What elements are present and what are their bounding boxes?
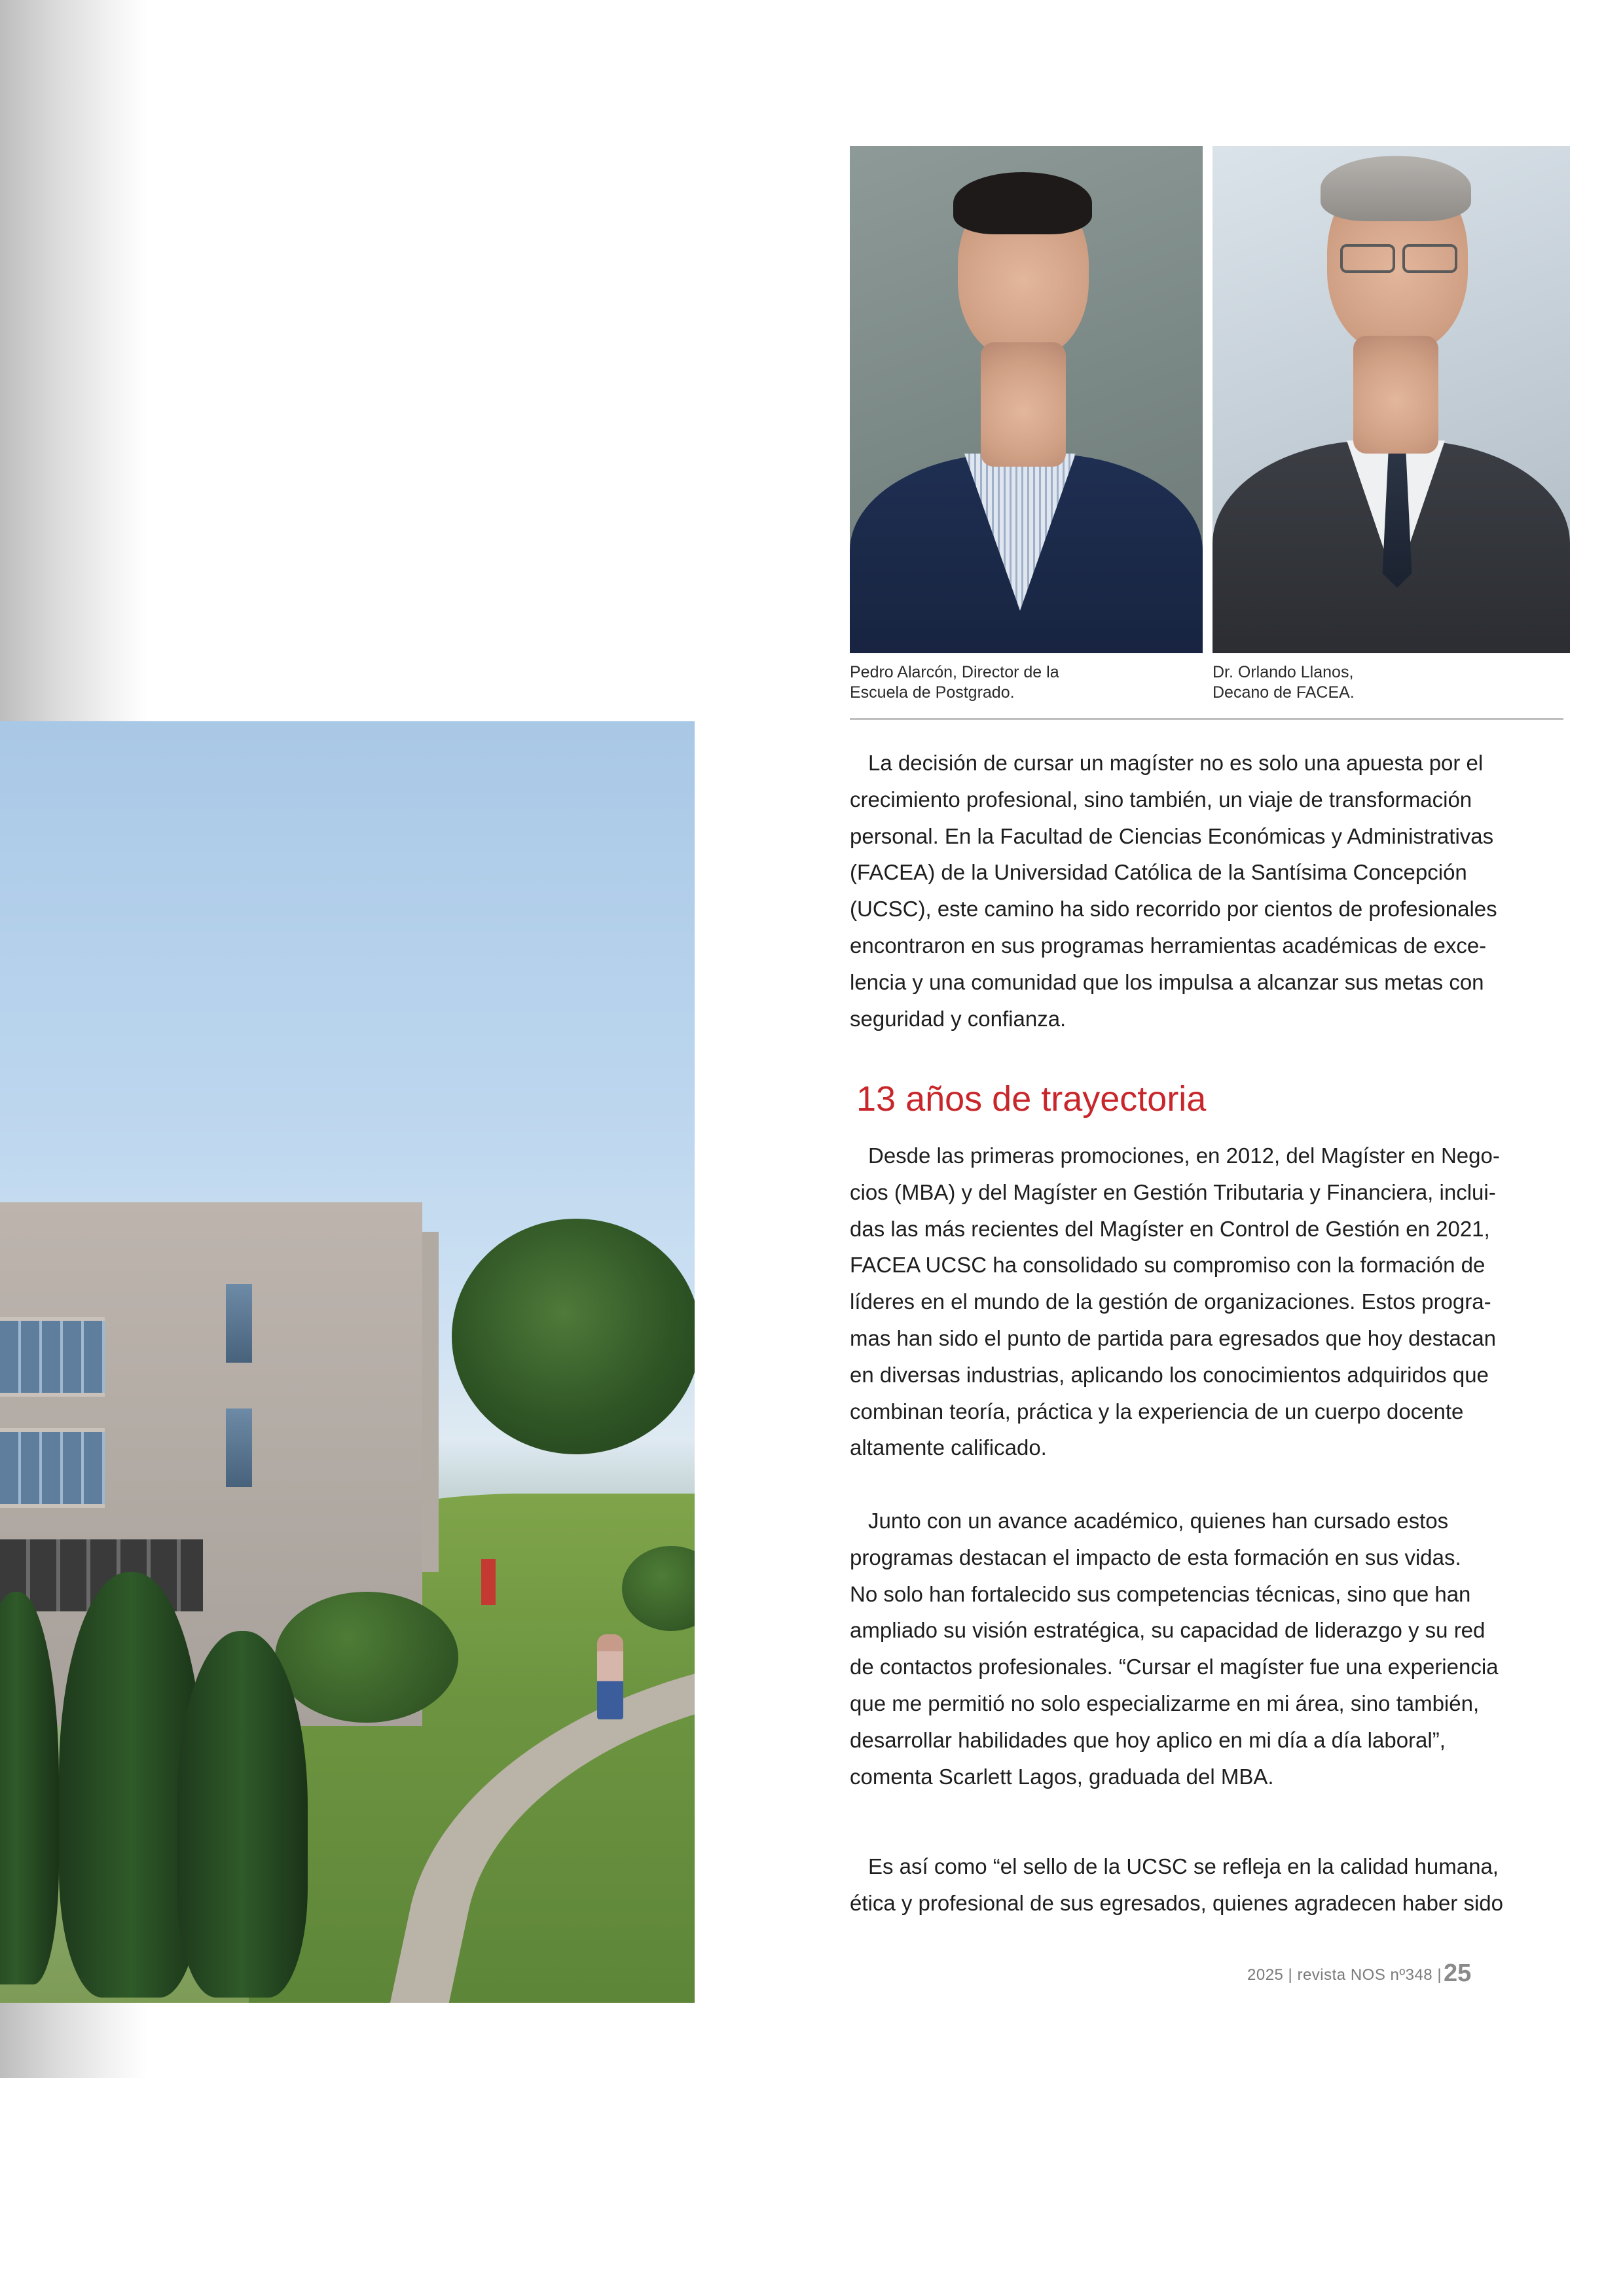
photo-bush — [275, 1592, 458, 1723]
paragraph-impact — [850, 1503, 1499, 1795]
text-line: (FACEA) de la Universidad Católica de la Santísima Concepción — [850, 860, 1467, 885]
portrait-hair — [953, 172, 1092, 234]
text-line: altamente calificado. — [850, 1435, 1047, 1460]
photo-building-side — [422, 1232, 439, 1572]
issue-label: 2025 | revista NOS nº348 | — [1247, 1966, 1442, 1984]
text-line: No solo han fortalecido sus competencias técnicas, sino que han — [850, 1581, 1471, 1606]
portrait-neck — [1353, 336, 1438, 454]
photo-window-band — [0, 1317, 105, 1397]
photo-window — [226, 1284, 252, 1363]
text-line: La decisión de cursar un magíster no es solo una apuesta por el — [868, 751, 1484, 775]
page-footer — [1247, 1960, 1476, 1991]
portrait-pedro-alarcon — [850, 146, 1203, 653]
text-line: seguridad y confianza. — [850, 1006, 1067, 1031]
text-line: das las más recientes del Magíster en Control de Gestión en 2021, — [850, 1216, 1490, 1241]
text-line: desarrollar habilidades que hoy aplico en mi día a día laboral”, — [850, 1727, 1446, 1752]
portrait-neck — [981, 342, 1066, 467]
portrait-glasses — [1402, 244, 1457, 273]
text-line: mas han sido el punto de partida para egresados que hoy destacan — [850, 1325, 1497, 1350]
text-line: de contactos profesionales. “Cursar el magíster fue una experiencia — [850, 1655, 1499, 1679]
photo-person — [597, 1634, 623, 1719]
portrait-orlando-llanos — [1213, 146, 1570, 653]
text-line: Junto con un avance académico, quienes han cursado estos — [868, 1509, 1449, 1533]
text-line: lencia y una comunidad que los impulsa a alcanzar sus metas con — [850, 969, 1484, 994]
caption-line: Pedro Alarcón, Director de la — [850, 663, 1059, 681]
text-line: ética y profesional de sus egresados, quienes agradecen haber sido — [850, 1890, 1503, 1915]
text-line: FACEA UCSC ha consolidado su compromiso con la formación de — [850, 1253, 1486, 1278]
text-line: (UCSC), este camino ha sido recorrido por cientos de profesionales — [850, 897, 1497, 922]
text-line: encontraron en sus programas herramientas académicas de exce- — [850, 933, 1487, 958]
portrait-glasses — [1340, 244, 1395, 273]
text-line: combinan teoría, práctica y la experiencia de un cuerpo docente — [850, 1399, 1464, 1424]
photo-red-post — [481, 1559, 496, 1605]
paragraph-ucsc-seal — [850, 1848, 1503, 1922]
caption-orlando-llanos — [1213, 662, 1474, 703]
paragraph-intro — [850, 745, 1497, 1037]
caption-line: Dr. Orlando Llanos, — [1213, 663, 1354, 681]
text-line: personal. En la Facultad de Ciencias Económicas y Administrativas — [850, 823, 1494, 848]
photo-window-band — [0, 1428, 105, 1508]
text-line: Desde las primeras promociones, en 2012, del Magíster en Nego- — [868, 1143, 1500, 1168]
page-number: 25 — [1444, 1960, 1472, 1987]
text-line: programas destacan el impacto de esta formación en sus vidas. — [850, 1545, 1461, 1570]
text-line: cios (MBA) y del Magíster en Gestión Tributaria y Financiera, inclui- — [850, 1179, 1496, 1204]
text-line: que me permitió no solo especializarme en mi área, sino también, — [850, 1691, 1480, 1715]
caption-line: Escuela de Postgrado. — [850, 683, 1015, 702]
caption-pedro-alarcon — [850, 662, 1112, 703]
section-heading: 13 años de trayectoria — [856, 1079, 1207, 1119]
text-line: en diversas industrias, aplicando los conocimientos adquiridos que — [850, 1362, 1489, 1387]
portrait-hair — [1321, 156, 1471, 221]
photo-tree — [452, 1219, 695, 1454]
paragraph-trajectory — [850, 1138, 1500, 1466]
photo-window — [226, 1408, 252, 1487]
text-line: crecimiento profesional, sino también, un viaje de transformación — [850, 787, 1472, 812]
text-line: ampliado su visión estratégica, su capacidad de liderazgo y su red — [850, 1618, 1486, 1643]
text-line: líderes en el mundo de la gestión de organizaciones. Estos progra- — [850, 1289, 1491, 1314]
caption-divider — [850, 718, 1563, 720]
caption-line: Decano de FACEA. — [1213, 683, 1355, 702]
text-line: comenta Scarlett Lagos, graduada del MBA. — [850, 1764, 1274, 1789]
photo-cypress — [177, 1631, 308, 1998]
text-line: Es así como “el sello de la UCSC se refleja en la calidad humana, — [868, 1854, 1499, 1878]
campus-photo — [0, 721, 695, 2003]
